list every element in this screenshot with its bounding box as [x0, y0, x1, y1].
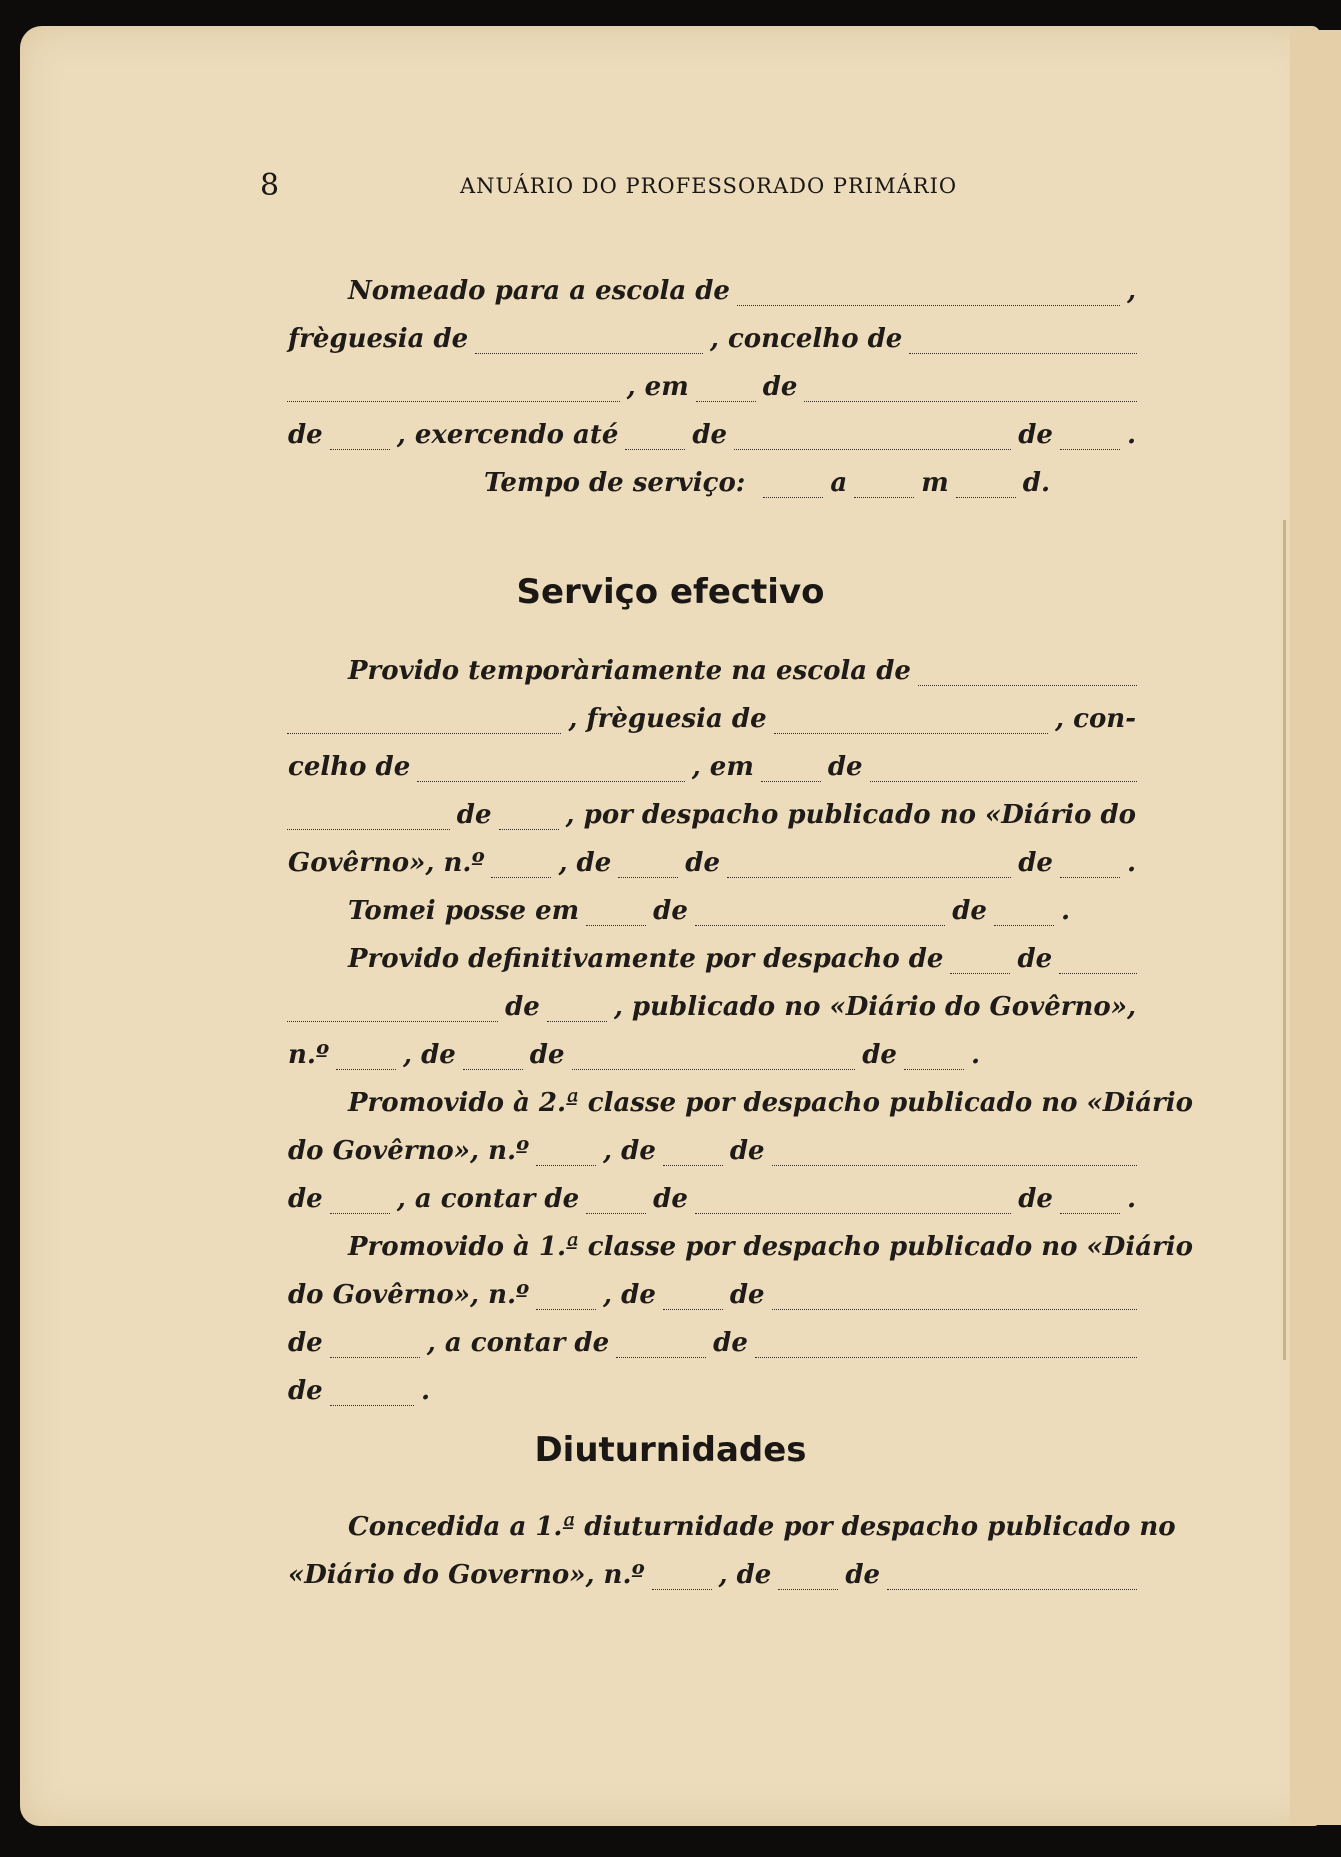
section-heading: Diuturnidades — [534, 1430, 807, 1470]
blank-field[interactable] — [774, 732, 1048, 734]
blank-field[interactable] — [330, 448, 390, 450]
form-line: Promovido à 1.ª classe por despacho publicado no «Diário — [348, 1232, 1193, 1262]
blank-field[interactable] — [536, 1164, 596, 1166]
blank-field[interactable] — [491, 876, 551, 878]
blank-field[interactable] — [547, 1020, 607, 1022]
form-line: Promovido à 2.ª classe por despacho publicado no «Diário — [348, 1088, 1193, 1118]
blank-field[interactable] — [1059, 972, 1137, 974]
blank-field[interactable] — [625, 448, 685, 450]
blank-field[interactable] — [1060, 876, 1120, 878]
blank-field[interactable] — [994, 924, 1054, 926]
blank-field[interactable] — [909, 352, 1137, 354]
form-line: Provido definitivamente por despacho de de — [284, 944, 1140, 984]
form-line: de , publicado no «Diário do Govêrno», — [284, 992, 1140, 1032]
form-line: «Diário do Governo», n.º , de de — [284, 1560, 1140, 1600]
blank-field[interactable] — [761, 780, 821, 782]
blank-field[interactable] — [696, 400, 756, 402]
blank-field[interactable] — [616, 1356, 706, 1358]
blank-field[interactable] — [854, 496, 914, 498]
form-line: Tempo de serviço: a m d. — [484, 468, 1051, 498]
blank-field[interactable] — [652, 1588, 712, 1590]
form-line: Nomeado para a escola de , — [348, 276, 1136, 306]
blank-field[interactable] — [772, 1164, 1137, 1166]
blank-field[interactable] — [904, 1068, 964, 1070]
blank-field[interactable] — [663, 1164, 723, 1166]
blank-field[interactable] — [330, 1212, 390, 1214]
blank-field[interactable] — [950, 972, 1010, 974]
blank-field[interactable] — [287, 732, 561, 734]
form-line: frèguesia de , concelho de — [284, 324, 1140, 364]
blank-field[interactable] — [918, 684, 1137, 686]
form-line: , frèguesia de , con- — [284, 704, 1140, 744]
blank-field[interactable] — [618, 876, 678, 878]
form-line: de . — [288, 1376, 430, 1406]
blank-field[interactable] — [695, 1212, 1011, 1214]
blank-field[interactable] — [772, 1308, 1137, 1310]
blank-field[interactable] — [475, 352, 703, 354]
blank-field[interactable] — [870, 780, 1137, 782]
form-line: de , por despacho publicado no «Diário do — [284, 800, 1140, 840]
section-heading: Serviço efectivo — [516, 572, 825, 612]
blank-field[interactable] — [463, 1068, 523, 1070]
form-line: celho de , em de — [284, 752, 1140, 792]
blank-field[interactable] — [695, 924, 945, 926]
blank-field[interactable] — [763, 496, 823, 498]
running-title: ANUÁRIO DO PROFESSORADO PRIMÁRIO — [460, 174, 958, 198]
blank-field[interactable] — [336, 1068, 396, 1070]
form-line: de , a contar de de — [284, 1328, 1140, 1368]
blank-field[interactable] — [737, 304, 1120, 306]
form-line: n.º , de de de . — [288, 1040, 980, 1070]
blank-field[interactable] — [287, 828, 450, 830]
blank-field[interactable] — [287, 1020, 498, 1022]
blank-field[interactable] — [804, 400, 1137, 402]
form-line: de , a contar de de de . — [288, 1184, 1136, 1214]
blank-field[interactable] — [663, 1308, 723, 1310]
form-line: Govêrno», n.º , de de de . — [288, 848, 1136, 878]
blank-field[interactable] — [330, 1404, 414, 1406]
form-line: Provido temporàriamente na escola de — [284, 656, 1140, 696]
blank-field[interactable] — [586, 1212, 646, 1214]
blank-field[interactable] — [727, 876, 1011, 878]
blank-field[interactable] — [499, 828, 559, 830]
form-line: , em de — [284, 372, 1140, 412]
form-line: de , exercendo até de de . — [288, 420, 1136, 450]
form-line: do Govêrno», n.º , de de — [284, 1280, 1140, 1320]
blank-field[interactable] — [572, 1068, 856, 1070]
blank-field[interactable] — [287, 400, 620, 402]
blank-field[interactable] — [734, 448, 1011, 450]
page-fold — [1283, 520, 1286, 1360]
form-line: Concedida a 1.ª diuturnidade por despacho publicado no — [348, 1512, 1176, 1542]
blank-field[interactable] — [887, 1588, 1137, 1590]
page-number: 8 — [260, 168, 281, 203]
adjacent-page-edge — [1290, 30, 1341, 1825]
blank-field[interactable] — [755, 1356, 1137, 1358]
form-line: Tomei posse em de de . — [348, 896, 1070, 926]
blank-field[interactable] — [536, 1308, 596, 1310]
form-line: do Govêrno», n.º , de de — [284, 1136, 1140, 1176]
blank-field[interactable] — [586, 924, 646, 926]
blank-field[interactable] — [956, 496, 1016, 498]
blank-field[interactable] — [417, 780, 684, 782]
blank-field[interactable] — [778, 1588, 838, 1590]
blank-field[interactable] — [1060, 448, 1120, 450]
blank-field[interactable] — [330, 1356, 420, 1358]
blank-field[interactable] — [1060, 1212, 1120, 1214]
